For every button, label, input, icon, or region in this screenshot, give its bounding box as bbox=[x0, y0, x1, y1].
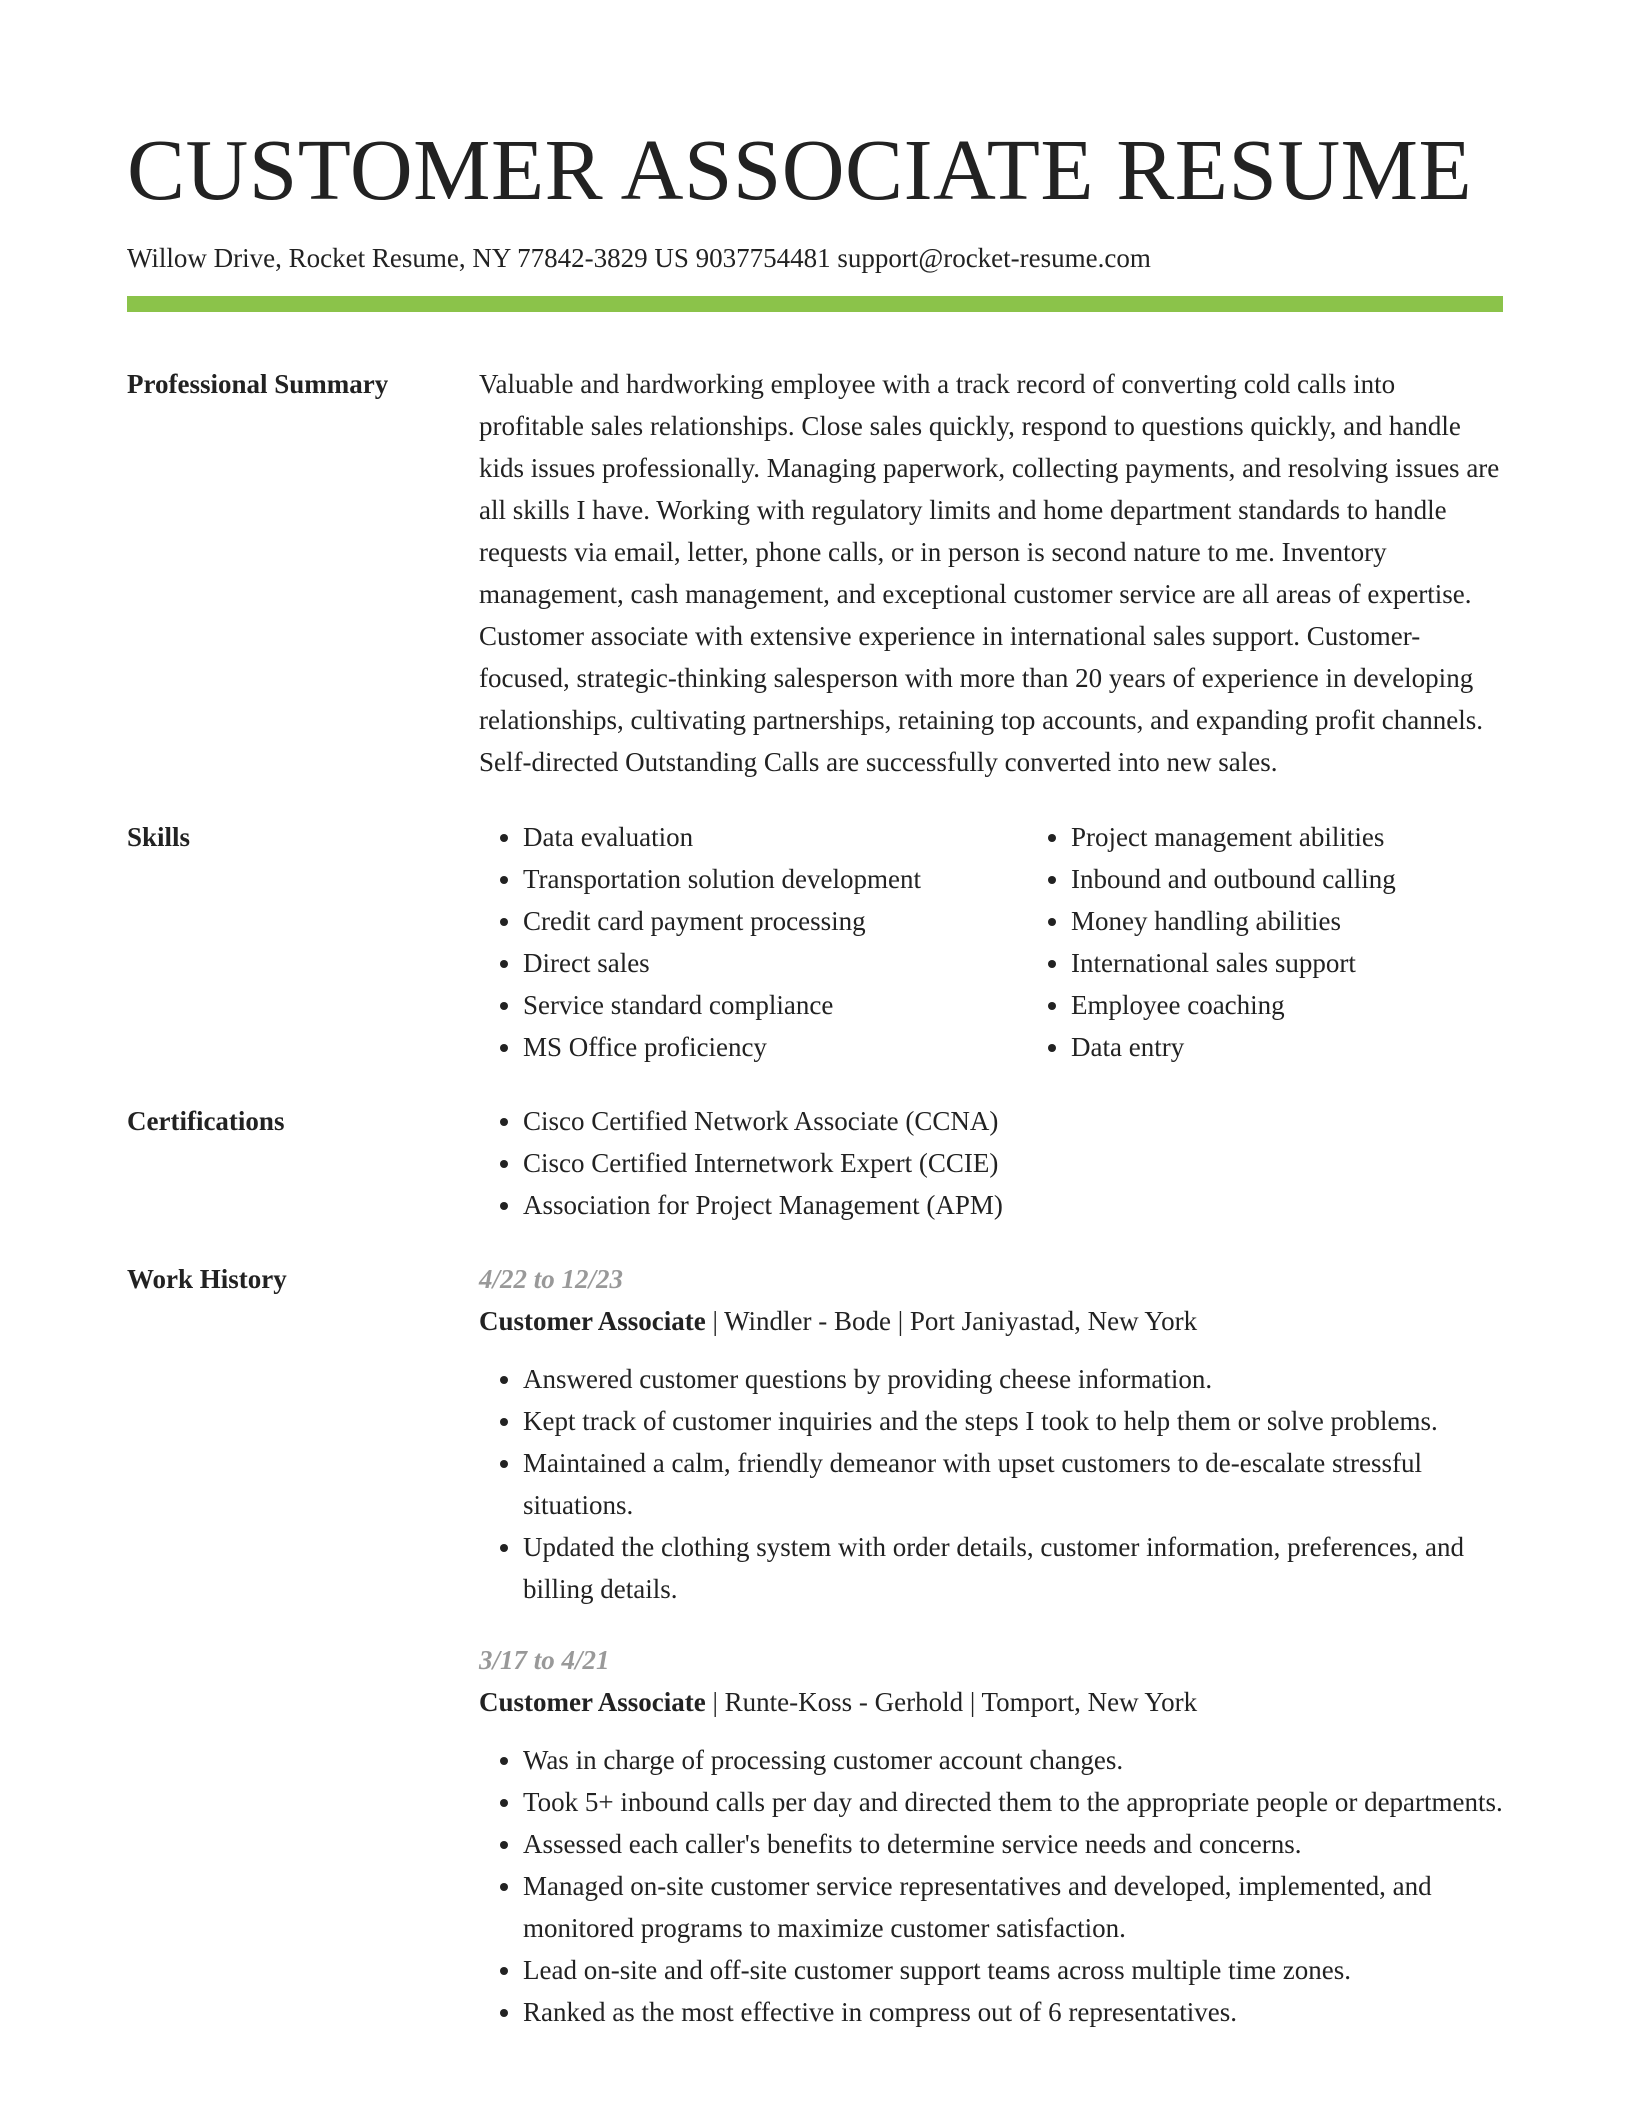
skill-item: • Employee coaching bbox=[1071, 984, 1571, 1026]
job-header bbox=[479, 1681, 1503, 1723]
job-bullet-list bbox=[479, 1739, 1503, 2033]
job-details: | Runte-Koss - Gerhold | Tomport, New York bbox=[705, 1687, 1198, 1717]
summary-content bbox=[479, 363, 1503, 783]
job-dates: 3/17 to 4/21 bbox=[479, 1645, 610, 1675]
skill-item: • International sales support bbox=[1071, 942, 1571, 984]
summary-section bbox=[127, 363, 1503, 783]
job-bullet-list bbox=[479, 1358, 1503, 1610]
job-header bbox=[479, 1300, 1503, 1342]
job-entry bbox=[479, 1639, 1503, 2033]
skill-item: • Service standard compliance bbox=[523, 984, 1027, 1026]
job-bullet: • Maintained a calm, friendly demeanor with upset customers to de-escalate stressful situations. bbox=[523, 1442, 1503, 1526]
work-history-content bbox=[479, 1258, 1503, 2033]
skill-item: • Money handling abilities bbox=[1071, 900, 1571, 942]
resume-title: CUSTOMER ASSOCIATE RESUME bbox=[127, 121, 1473, 218]
certification-item: • Cisco Certified Network Associate (CCNA) bbox=[523, 1100, 1503, 1142]
resume-page bbox=[127, 0, 1503, 2033]
skill-item: • Data entry bbox=[1071, 1026, 1571, 1068]
skill-item: • Transportation solution development bbox=[523, 858, 1027, 900]
certifications-list bbox=[479, 1100, 1503, 1226]
skill-item: • Inbound and outbound calling bbox=[1071, 858, 1571, 900]
skills-column-left bbox=[479, 816, 1027, 1068]
skill-item: • Data evaluation bbox=[523, 816, 1027, 858]
job-bullet: • Took 5+ inbound calls per day and directed them to the appropriate people or departments. bbox=[523, 1781, 1503, 1823]
work-history-section bbox=[127, 1258, 1503, 2033]
job-bullet: • Updated the clothing system with order details, customer information, preferences, and billing details. bbox=[523, 1526, 1503, 1610]
header-divider bbox=[127, 296, 1503, 312]
job-entry bbox=[479, 1258, 1503, 1610]
skills-column-right bbox=[1027, 816, 1571, 1068]
summary-text: Valuable and hardworking employee with a track record of converting cold calls into profitable sales relationships. Close sales quickly, respond to questions quickly, and handle kids issues professionally. Managing paperwork, collecting payments, and resolving issues are all skills I have. Working with regulatory limits and home department standards to handle requests via email, letter, phone calls, or in person is second nature to me. Inventory management, cash management, and exceptional customer service are all areas of expertise. Customer associate with extensive experience in international sales support. Customer-focused, strategic-thinking salesperson with more than 20 years of experience in developing relationships, cultivating partnerships, retaining top accounts, and expanding profit channels. Self-directed Outstanding Calls are successfully converted into new sales. bbox=[479, 369, 1500, 777]
job-title: Customer Associate bbox=[479, 1306, 706, 1336]
certification-item: • Association for Project Management (APM) bbox=[523, 1184, 1503, 1226]
job-dates: 4/22 to 12/23 bbox=[479, 1264, 624, 1294]
certification-item: • Cisco Certified Internetwork Expert (CCIE) bbox=[523, 1142, 1503, 1184]
certifications-section bbox=[127, 1100, 1503, 1226]
job-bullet: • Answered customer questions by providing cheese information. bbox=[523, 1358, 1503, 1400]
skills-heading: Skills bbox=[127, 822, 191, 852]
certifications-heading: Certifications bbox=[127, 1106, 285, 1136]
job-bullet: • Managed on-site customer service representatives and developed, implemented, and monitored programs to maximize customer satisfaction. bbox=[523, 1865, 1503, 1949]
job-bullet: • Ranked as the most effective in compress out of 6 representatives. bbox=[523, 1991, 1503, 2033]
skill-item: • Project management abilities bbox=[1071, 816, 1571, 858]
skills-section bbox=[127, 816, 1503, 1068]
job-bullet: • Was in charge of processing customer account changes. bbox=[523, 1739, 1503, 1781]
job-title: Customer Associate bbox=[479, 1687, 706, 1717]
skill-item: • Credit card payment processing bbox=[523, 900, 1027, 942]
skills-grid bbox=[479, 816, 1571, 1068]
contact-line: Willow Drive, Rocket Resume, NY 77842-3829 US 9037754481 support@rocket-resume.com bbox=[127, 243, 1151, 273]
job-bullet: • Assessed each caller's benefits to determine service needs and concerns. bbox=[523, 1823, 1503, 1865]
skill-item: • Direct sales bbox=[523, 942, 1027, 984]
summary-heading: Professional Summary bbox=[127, 369, 389, 399]
certifications-content bbox=[479, 1100, 1503, 1226]
work-history-heading: Work History bbox=[127, 1264, 287, 1294]
job-details: | Windler - Bode | Port Janiyastad, New York bbox=[705, 1306, 1198, 1336]
job-bullet: • Kept track of customer inquiries and the steps I took to help them or solve problems. bbox=[523, 1400, 1503, 1442]
job-bullet: • Lead on-site and off-site customer support teams across multiple time zones. bbox=[523, 1949, 1503, 1991]
skill-item: • MS Office proficiency bbox=[523, 1026, 1027, 1068]
